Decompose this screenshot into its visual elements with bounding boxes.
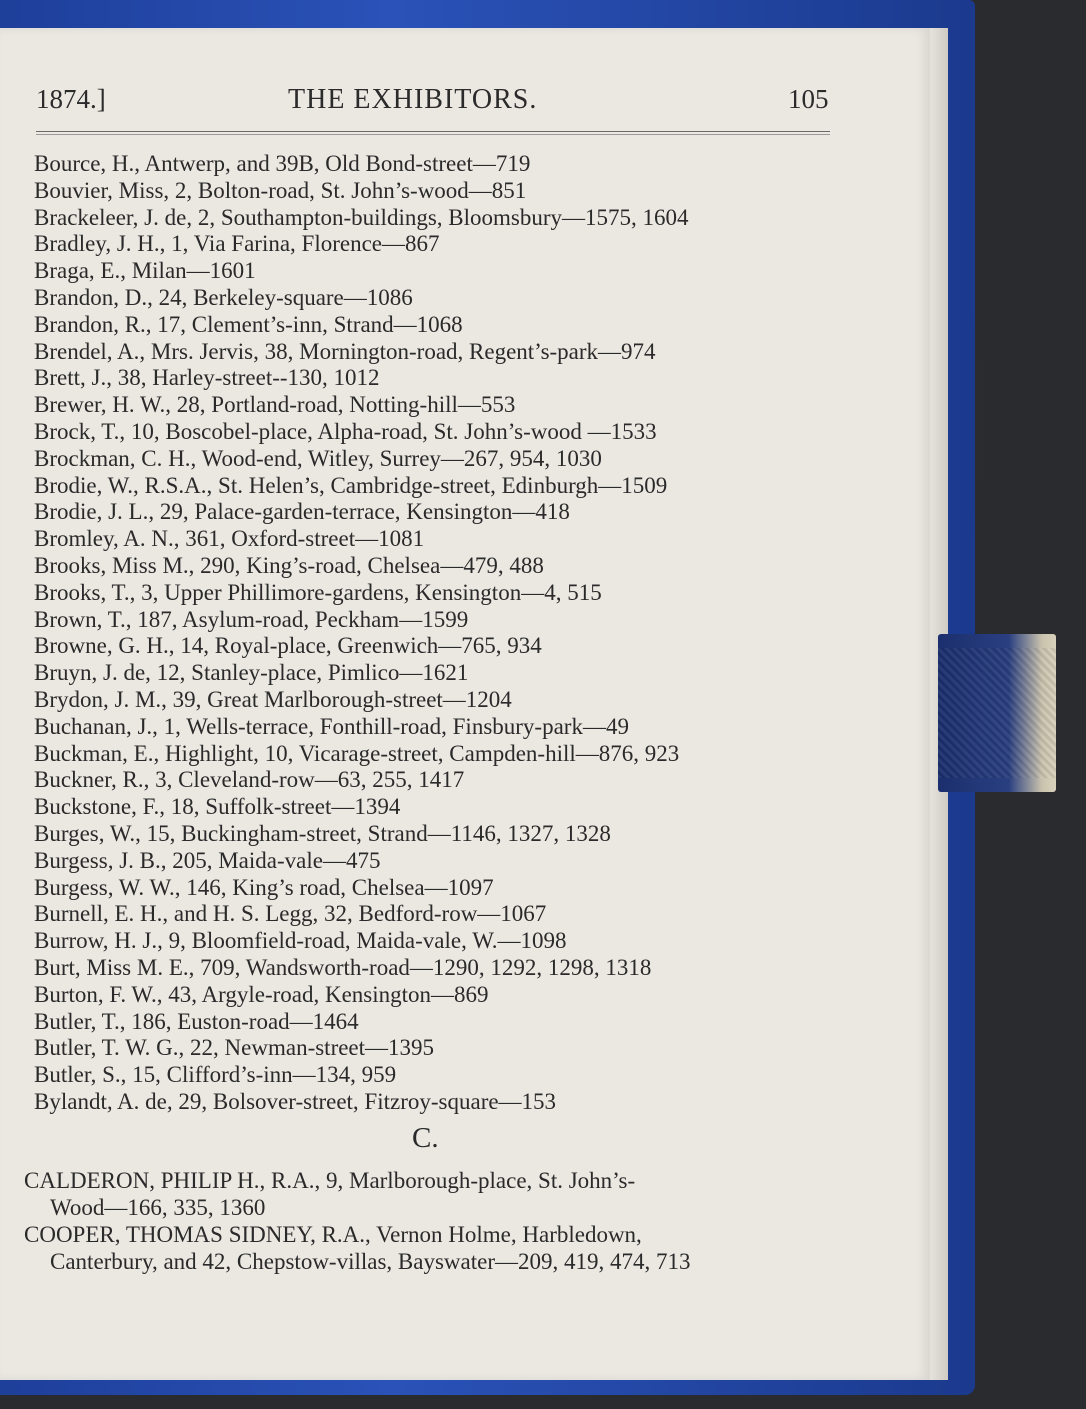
list-item: Buckner, R., 3, Cleveland-row—63, 255, 1417 — [34, 767, 465, 793]
ribbon-bookmark — [938, 634, 1056, 792]
exhibitor-list — [34, 151, 844, 1116]
academician-entry — [24, 1167, 834, 1221]
list-item: Bouvier, Miss, 2, Bolton-road, St. John’s-wood—851 — [34, 177, 527, 203]
list-item: Buchanan, J., 1, Wells-terrace, Fonthill-road, Finsbury-park—49 — [34, 713, 629, 739]
running-head — [36, 84, 832, 124]
list-item: Brodie, J. L., 29, Palace-garden-terrace, Kensington—418 — [34, 499, 570, 525]
list-item: Brett, J., 38, Harley-street--130, 1012 — [34, 365, 380, 391]
list-item: Butler, S., 15, Clifford’s-inn—134, 959 — [34, 1062, 397, 1088]
header-rule — [36, 131, 830, 132]
list-item: Brydon, J. M., 39, Great Marlborough-street—1204 — [34, 686, 512, 712]
section-heading-c: C. — [412, 1122, 439, 1154]
list-item: Braga, E., Milan—1601 — [34, 258, 256, 284]
entry-line: CALDERON, PHILIP H., R.A., 9, Marlborough-place, St. John’s- — [24, 1168, 636, 1193]
entry-continuation: Canterbury, and 42, Chepstow-villas, Bayswater—209, 419, 474, 713 — [50, 1249, 691, 1274]
list-item: Burt, Miss M. E., 709, Wandsworth-road—1290, 1292, 1298, 1318 — [34, 954, 652, 980]
list-item: Butler, T. W. G., 22, Newman-street—1395 — [34, 1035, 435, 1061]
entry-continuation: Wood—166, 335, 1360 — [50, 1195, 266, 1220]
list-item: Bromley, A. N., 361, Oxford-street—1081 — [34, 526, 425, 552]
list-item: Burton, F. W., 43, Argyle-road, Kensington—869 — [34, 981, 489, 1007]
list-item: Burrow, H. J., 9, Bloomfield-road, Maida-vale, W.—1098 — [34, 928, 567, 954]
header-rule-secondary — [36, 134, 830, 135]
list-item: Browne, G. H., 14, Royal-place, Greenwich—765, 934 — [34, 633, 542, 659]
list-item: Brandon, D., 24, Berkeley-square—1086 — [34, 284, 413, 310]
list-item: Brendel, A., Mrs. Jervis, 38, Mornington-road, Regent’s-park—974 — [34, 338, 656, 364]
list-item: Burnell, E. H., and H. S. Legg, 32, Bedford-row—1067 — [34, 901, 547, 927]
list-item: Burgess, W. W., 146, King’s road, Chelsea—1097 — [34, 874, 494, 900]
list-item: Butler, T., 186, Euston-road—1464 — [34, 1008, 359, 1034]
list-item: Brown, T., 187, Asylum-road, Peckham—1599 — [34, 606, 469, 632]
list-item: Brooks, Miss M., 290, King’s-road, Chelsea—479, 488 — [34, 552, 544, 578]
page-number: 105 — [788, 84, 829, 114]
list-item: Brewer, H. W., 28, Portland-road, Notting-hill—553 — [34, 392, 516, 418]
list-item: Brandon, R., 17, Clement’s-inn, Strand—1068 — [34, 311, 463, 337]
list-item: Brockman, C. H., Wood-end, Witley, Surrey—267, 954, 1030 — [34, 445, 602, 471]
list-item: Bource, H., Antwerp, and 39B, Old Bond-street—719 — [34, 151, 531, 176]
header-title: THE EXHIBITORS. — [288, 84, 538, 115]
list-item: Brock, T., 10, Boscobel-place, Alpha-road, St. John’s-wood —1533 — [34, 418, 657, 444]
list-item: Buckman, E., Highlight, 10, Vicarage-street, Campden-hill—876, 923 — [34, 740, 680, 766]
list-item: Burgess, J. B., 205, Maida-vale—475 — [34, 847, 381, 873]
list-item: Bylandt, A. de, 29, Bolsover-street, Fitzroy-square—153 — [34, 1088, 557, 1114]
list-item: Buckstone, F., 18, Suffolk-street—1394 — [34, 794, 401, 820]
list-item: Bruyn, J. de, 12, Stanley-place, Pimlico—1621 — [34, 660, 469, 686]
list-item: Bradley, J. H., 1, Via Farina, Florence—867 — [34, 231, 440, 257]
header-year: 1874.] — [36, 84, 106, 114]
academician-entry — [24, 1221, 834, 1275]
list-item: Brackeleer, J. de, 2, Southampton-buildings, Bloomsbury—1575, 1604 — [34, 204, 689, 230]
entry-line: COOPER, THOMAS SIDNEY, R.A., Vernon Holme, Harbledown, — [24, 1222, 642, 1247]
list-item: Burges, W., 15, Buckingham-street, Strand—1146, 1327, 1328 — [34, 820, 611, 846]
list-item: Brodie, W., R.S.A., St. Helen’s, Cambridge-street, Edinburgh—1509 — [34, 472, 668, 498]
list-item: Brooks, T., 3, Upper Phillimore-gardens, Kensington—4, 515 — [34, 579, 602, 605]
